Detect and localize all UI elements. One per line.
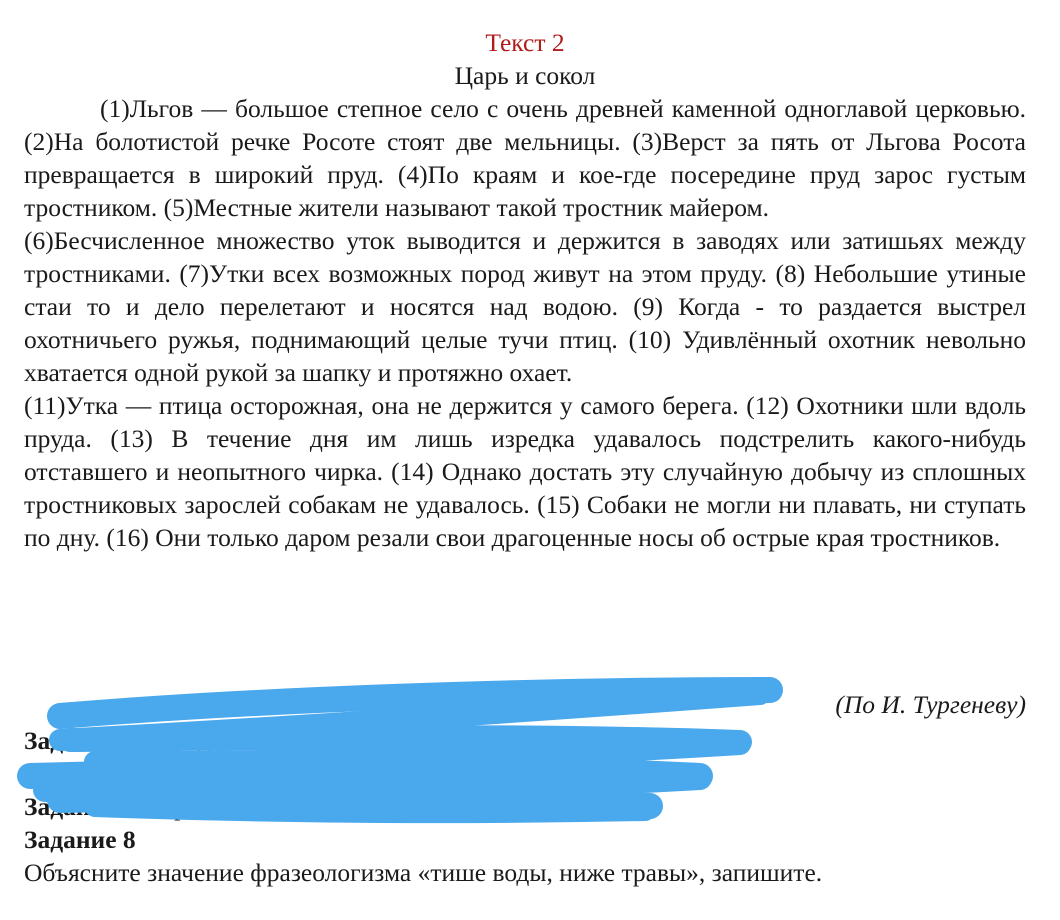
document-page [24, 26, 1026, 554]
task-7 [24, 790, 1026, 823]
paragraph-1: (1)Льгов — большое степное село с очень древней каменной одноглавой церковью. (2)На болотистой речке Росоте стоят две мельницы. (3)Верст за пять от Льгова Росота превращается в широкий пруд. (4)По краям и кое-где посередине пруд зарос густым тростником. (5)Местные жители называют такой тростник майером. [24, 94, 1026, 222]
task-7-text: Определите стиль и тип текста [142, 792, 478, 821]
task-6 [24, 724, 1026, 757]
task-7-label: Задание 7 [24, 792, 136, 821]
task-6-label: Задание 6 [24, 726, 136, 755]
paragraph-2: (6)Бесчисленное множество уток выводится и держится в заводях или затишьях между тростниками. (7)Утки всех возможных пород живут на этом пруду. (8) Небольшие утиные стаи то и дело перелетают и носятся над водою. (9) Когда - то раздается выстрел охотничьего ружья, поднимающий целые тучи птиц. (10) Удивлённый охотник невольно хватается одной рукой за шапку и протяжно охает. [24, 226, 1026, 387]
blank-line [24, 757, 1026, 790]
text-number-label: Текст 2 [485, 28, 565, 57]
attribution: (По И. Тургеневу) [835, 690, 1026, 719]
paragraph-3: (11)Утка — птица осторожная, она не держится у самого берега. (12) Охотники шли вдоль пруда. (13) В течение дня им лишь изредка удавалось подстрелить какого-нибудь отставшего и неопытного чирка. (14) Однако достать эту случайную добычу из сплошных тростниковых зарослей собакам не удавалось. (15) Собаки не могли ни плавать, ни ступать по дну. (16) Они только даром резали свои драгоценные носы об острые края тростников. [24, 391, 1026, 552]
text-title: Царь и сокол [454, 61, 596, 90]
scribble-stroke [60, 690, 770, 716]
task-6-text: Определите и запишите основную мысль текста. [142, 726, 673, 755]
task-8-label: Задание 8 [24, 825, 136, 854]
tasks-section [24, 724, 1026, 889]
task-8-text: Объясните значение фразеологизма «тише воды, ниже травы», запишите. [24, 858, 823, 887]
